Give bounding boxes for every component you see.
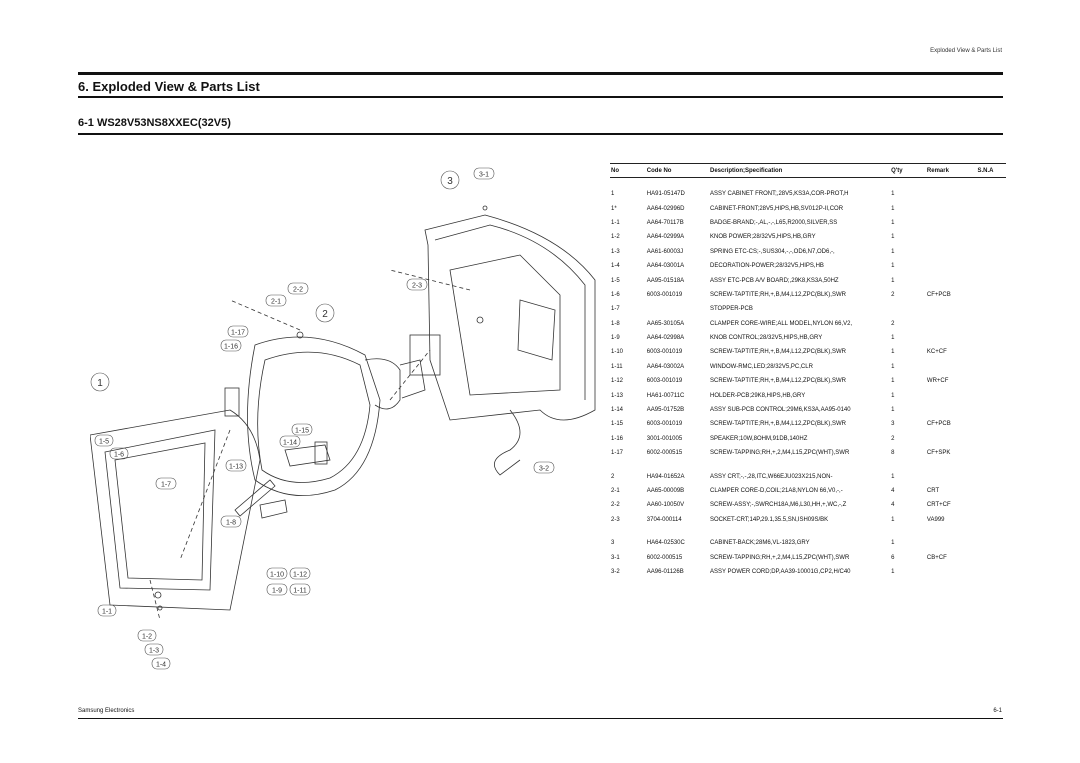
- table-cell: SPEAKER;10W,8OHM,91DB,140HZ: [709, 435, 808, 442]
- table-cell: [976, 484, 1006, 498]
- table-cell: 8: [891, 450, 895, 457]
- table-cell: AA65-00009B: [646, 488, 685, 494]
- table-cell: 1*: [611, 205, 617, 212]
- table-cell: AA95-01518A: [646, 277, 685, 284]
- table-cell: 6002-000515: [646, 554, 683, 561]
- table-cell: CABINET-BACK;28M6,VL-1823,GRY: [709, 540, 810, 547]
- table-cell: 6003-001019: [646, 421, 683, 428]
- table-cell: 1: [611, 191, 615, 198]
- table-cell: [926, 317, 977, 331]
- table-cell: 1-4: [611, 263, 620, 270]
- table-cell: 1: [891, 205, 895, 212]
- table-cell: 6002-000515: [646, 450, 683, 457]
- table-cell: 1: [891, 407, 895, 414]
- table-cell: 1-9: [611, 335, 620, 342]
- table-cell: 6003-001019: [646, 349, 683, 356]
- table-cell: [926, 536, 977, 550]
- subsection-rule: [78, 133, 1003, 135]
- table-cell: SCREW-TAPTITE;RH,+,B,M4,L12,ZPC(BLK),SWR: [709, 421, 846, 428]
- footer-rule: [78, 718, 1003, 719]
- table-cell: [976, 288, 1006, 302]
- table-cell: AA95-01752B: [646, 407, 685, 414]
- table-cell: 3-1: [611, 554, 620, 561]
- parts-list-body: [610, 178, 1006, 580]
- callout-label: 1-4: [155, 661, 167, 669]
- callout-label: 1-5: [98, 438, 110, 446]
- callout-label: 1-3: [148, 647, 160, 655]
- exploded-view-diagram: [90, 160, 610, 680]
- table-cell: SOCKET-CRT;14P,29.1,35.5,SN,ISH09S/BK: [709, 516, 829, 523]
- table-row: [610, 498, 1006, 512]
- table-cell: [976, 469, 1006, 483]
- table-cell: 3001-001005: [646, 435, 683, 442]
- table-cell: STOPPER-PCB: [709, 306, 753, 313]
- table-cell: [926, 216, 977, 230]
- table-row: [610, 565, 1006, 579]
- callout-label: 2: [322, 309, 328, 320]
- table-row: [610, 273, 1006, 287]
- table-cell: [926, 388, 977, 402]
- table-row: [610, 403, 1006, 417]
- parts-list-table: [610, 163, 1006, 579]
- table-cell: CF+PCB: [926, 421, 951, 428]
- table-cell: [926, 403, 977, 417]
- table-cell: [976, 513, 1006, 527]
- table-cell: 1: [891, 234, 895, 241]
- table-cell: SCREW-TAPTITE;RH,+,B,M4,L12,ZPC(BLK),SWR: [709, 291, 846, 298]
- table-cell: [976, 388, 1006, 402]
- callout-label: 2-1: [270, 298, 282, 306]
- callout-label: 1-8: [225, 519, 237, 527]
- table-cell: [926, 259, 977, 273]
- table-cell: [976, 374, 1006, 388]
- table-cell: [976, 331, 1006, 345]
- table-row: [610, 484, 1006, 498]
- column-header: Code No: [646, 164, 709, 178]
- table-row: [610, 288, 1006, 302]
- table-cell: BADGE-BRAND;-,AL,-,-,L65,R2000,SILVER,SS: [709, 219, 838, 226]
- table-cell: 1-12: [611, 378, 624, 385]
- table-cell: [976, 201, 1006, 215]
- table-cell: [926, 273, 977, 287]
- table-cell: 2: [891, 435, 895, 442]
- table-cell: ASSY SUB-PCB CONTROL;29M6,KS3A,AA95-0140: [709, 407, 851, 414]
- table-cell: CF+SPK: [926, 450, 951, 457]
- table-cell: SPRING ETC-CS;-,SUS304,-,-,OD6,N7,OD6,-,: [709, 248, 835, 255]
- callout-label: 1-13: [228, 463, 244, 471]
- table-cell: [976, 565, 1006, 579]
- section-title: 6. Exploded View & Parts List: [78, 79, 260, 94]
- table-cell: 1-1: [611, 219, 620, 226]
- table-cell: 1: [891, 335, 895, 342]
- table-cell: 2-3: [611, 516, 620, 523]
- table-cell: HA94-01652A: [646, 473, 685, 480]
- table-row: [610, 432, 1006, 446]
- table-cell: [976, 216, 1006, 230]
- table-cell: 1-6: [611, 291, 620, 298]
- table-cell: 1: [891, 363, 895, 370]
- callout-label: 1-15: [294, 427, 310, 435]
- column-header: No: [610, 164, 646, 178]
- group-spacer: [610, 178, 1006, 188]
- table-cell: 1-17: [611, 450, 624, 457]
- table-cell: 4: [891, 502, 895, 509]
- table-cell: AA61-60003J: [646, 248, 684, 255]
- table-cell: HA91-05147D: [646, 191, 685, 198]
- table-cell: [976, 536, 1006, 550]
- table-cell: [976, 245, 1006, 259]
- table-cell: [926, 360, 977, 374]
- table-cell: 1: [891, 568, 895, 575]
- table-cell: CB+CF: [926, 554, 947, 561]
- table-cell: [976, 187, 1006, 201]
- table-cell: 1: [891, 540, 895, 547]
- table-cell: HOLDER-PCB;29K8,HIPS,HB,GRY: [709, 392, 806, 399]
- table-row: [610, 230, 1006, 244]
- callout-label: 1-17: [230, 329, 246, 337]
- table-cell: 1: [891, 277, 895, 284]
- table-cell: 3704-000114: [646, 516, 682, 523]
- table-cell: [926, 245, 977, 259]
- column-header: Q'ty: [890, 164, 926, 178]
- table-cell: SCREW-TAPTITE;RH,+,B,M4,L12,ZPC(BLK),SWR: [709, 378, 846, 385]
- table-cell: 2: [611, 473, 615, 480]
- callout-label: 1-1: [101, 608, 113, 616]
- table-cell: 6003-001019: [646, 378, 683, 385]
- table-cell: 1-2: [611, 234, 620, 241]
- table-cell: [926, 565, 977, 579]
- callout-label: 2-2: [292, 286, 304, 294]
- column-header: Remark: [926, 164, 977, 178]
- table-cell: AA64-02998A: [646, 335, 685, 342]
- table-cell: 1: [891, 516, 895, 523]
- table-cell: 6003-001019: [646, 291, 683, 298]
- table-cell: ASSY ETC-PCB A/V BOARD;,29K8,KS3A,50HZ: [709, 277, 839, 284]
- table-row: [610, 374, 1006, 388]
- table-cell: SCREW-ASSY;-,SWRCH18A,M6,L30,HH,+,WC,-,Z: [709, 502, 847, 509]
- table-row: [610, 302, 1006, 316]
- callout-label: 1: [97, 378, 103, 389]
- table-cell: CLAMPER CORE-D,COIL;21A8,NYLON 66,V0,-,-: [709, 488, 843, 494]
- table-cell: KNOB POWER;28/32V5,HIPS,HB,GRY: [709, 234, 816, 241]
- table-cell: HA64-02530C: [646, 540, 685, 547]
- callout-label: 1-10: [269, 571, 285, 579]
- table-row: [610, 345, 1006, 359]
- table-cell: ASSY CABINET FRONT;,28V5,KS3A,COR-PROT,H: [709, 191, 849, 198]
- table-cell: [926, 302, 977, 316]
- callout-label: 1-6: [113, 451, 125, 459]
- callout-label: 1-14: [282, 439, 298, 447]
- table-cell: 2-2: [611, 502, 620, 509]
- table-cell: 1: [891, 263, 895, 270]
- table-row: [610, 536, 1006, 550]
- table-cell: [976, 345, 1006, 359]
- table-cell: [976, 417, 1006, 431]
- table-cell: [646, 302, 709, 316]
- table-cell: [926, 331, 977, 345]
- table-cell: SCREW-TAPPING;RH,+,2,M4,L15,ZPC(WHT),SWR: [709, 554, 850, 561]
- table-row: [610, 187, 1006, 201]
- table-cell: 1-14: [611, 407, 624, 414]
- table-cell: CABINET-FRONT;28V5,HIPS,HB,SV012P-II,COR: [709, 205, 844, 212]
- callout-label: 1-12: [292, 571, 308, 579]
- table-cell: [976, 498, 1006, 512]
- callout-label: 3-1: [478, 171, 490, 179]
- callout-label: 3-2: [538, 465, 550, 473]
- table-cell: HA61-00711C: [646, 392, 685, 399]
- callout-label: 1-7: [160, 481, 172, 489]
- callout-label: 3: [447, 176, 453, 187]
- table-cell: KC+CF: [926, 349, 947, 356]
- callout-label: 1-9: [271, 587, 283, 595]
- table-cell: ASSY POWER CORD;DP,AA39-10001G,CP2,H/C40: [709, 568, 851, 575]
- table-cell: [976, 550, 1006, 564]
- table-row: [610, 550, 1006, 564]
- table-cell: [976, 259, 1006, 273]
- table-cell: 1-15: [611, 421, 624, 428]
- subsection-title: 6-1 WS28V53NS8XXEC(32V5): [78, 117, 231, 129]
- back-cabinet: [425, 215, 595, 420]
- footer-company: Samsung Electronics: [78, 708, 135, 714]
- table-cell: [976, 230, 1006, 244]
- table-cell: 1-11: [611, 363, 623, 370]
- table-row: [610, 317, 1006, 331]
- table-cell: 1: [891, 378, 895, 385]
- table-row: [610, 259, 1006, 273]
- callout-label: 2-3: [411, 282, 423, 290]
- table-row: [610, 417, 1006, 431]
- table-row: [610, 388, 1006, 402]
- table-cell: AA64-70117B: [646, 219, 684, 226]
- table-cell: 1-5: [611, 277, 620, 284]
- table-cell: AA64-03002A: [646, 363, 685, 370]
- table-cell: DECORATION-POWER;28/32V5,HIPS,HB: [709, 263, 824, 270]
- table-cell: AA64-02996D: [646, 205, 685, 212]
- table-cell: [926, 187, 977, 201]
- table-cell: 1-8: [611, 320, 620, 327]
- crt-tube: [248, 337, 381, 496]
- column-header: Description;Specification: [709, 164, 890, 178]
- table-cell: WR+CF: [926, 378, 949, 385]
- table-cell: 2: [891, 291, 895, 298]
- table-cell: [976, 317, 1006, 331]
- table-row: [610, 331, 1006, 345]
- table-cell: 1-10: [611, 349, 624, 356]
- table-cell: [976, 273, 1006, 287]
- table-row: [610, 446, 1006, 460]
- table-cell: AA65-30105A: [646, 320, 685, 327]
- group-spacer: [610, 460, 1006, 469]
- table-cell: WINDOW-RMC,LED;28/32V5,PC,CLR: [709, 363, 813, 370]
- table-cell: CLAMPER CORE-WIRE;ALL MODEL,NYLON 66,V2,: [709, 320, 853, 327]
- table-cell: CRT+CF: [926, 502, 951, 509]
- table-cell: [976, 432, 1006, 446]
- table-cell: AA60-10050V: [646, 502, 685, 509]
- table-row: [610, 469, 1006, 483]
- running-header: Exploded View & Parts List: [930, 48, 1002, 54]
- table-cell: 1: [891, 473, 895, 480]
- section-rule: [78, 96, 1003, 98]
- table-cell: 3: [611, 540, 615, 547]
- table-cell: AA64-02999A: [646, 234, 685, 241]
- table-cell: 3: [891, 421, 895, 428]
- table-cell: ASSY CRT;-,-,28,ITC,W66EJU023X215,NON-: [709, 473, 833, 480]
- callout-label: 1-11: [293, 587, 307, 595]
- table-cell: 4: [891, 488, 895, 494]
- table-cell: 1: [891, 392, 895, 399]
- table-cell: 1: [891, 349, 895, 356]
- table-cell: 1-13: [611, 392, 624, 399]
- table-cell: KNOB CONTROL;28/32V5,HIPS,HB,GRY: [709, 335, 823, 342]
- table-cell: SCREW-TAPTITE;RH,+,B,M4,L12,ZPC(BLK),SWR: [709, 349, 846, 356]
- table-row: [610, 245, 1006, 259]
- table-cell: AA96-01126B: [646, 568, 684, 575]
- group-spacer: [610, 527, 1006, 536]
- table-cell: [926, 469, 977, 483]
- table-cell: CF+PCB: [926, 291, 951, 298]
- column-header: S.N.A: [976, 164, 1006, 178]
- table-row: [610, 360, 1006, 374]
- table-cell: SCREW-TAPPING;RH,+,2,M4,L15,ZPC(WHT),SWR: [709, 450, 850, 457]
- table-cell: CRT: [926, 488, 940, 494]
- table-cell: 2: [891, 320, 895, 327]
- table-cell: [976, 403, 1006, 417]
- callout-label: 1-16: [223, 343, 239, 351]
- table-cell: 1: [891, 191, 895, 198]
- callout-label: 1-2: [141, 633, 153, 641]
- header-rule: [78, 72, 1003, 75]
- table-header-row: [610, 164, 1006, 178]
- table-row: [610, 201, 1006, 215]
- table-cell: 1-7: [611, 306, 620, 313]
- table-cell: 2-1: [611, 488, 620, 494]
- table-cell: [890, 302, 926, 316]
- table-cell: VA999: [926, 516, 945, 523]
- table-cell: [976, 446, 1006, 460]
- table-cell: [926, 432, 977, 446]
- table-row: [610, 216, 1006, 230]
- table-cell: 3-2: [611, 568, 620, 575]
- table-cell: [976, 302, 1006, 316]
- table-cell: AA64-03001A: [646, 263, 685, 270]
- table-cell: 1: [891, 248, 895, 255]
- table-row: [610, 513, 1006, 527]
- table-cell: [926, 201, 977, 215]
- table-cell: 1-16: [611, 435, 624, 442]
- table-cell: [926, 230, 977, 244]
- page-number: 6-1: [993, 708, 1002, 714]
- table-cell: 6: [891, 554, 895, 561]
- table-cell: 1: [891, 219, 895, 226]
- table-cell: [976, 360, 1006, 374]
- table-cell: 1-3: [611, 248, 620, 255]
